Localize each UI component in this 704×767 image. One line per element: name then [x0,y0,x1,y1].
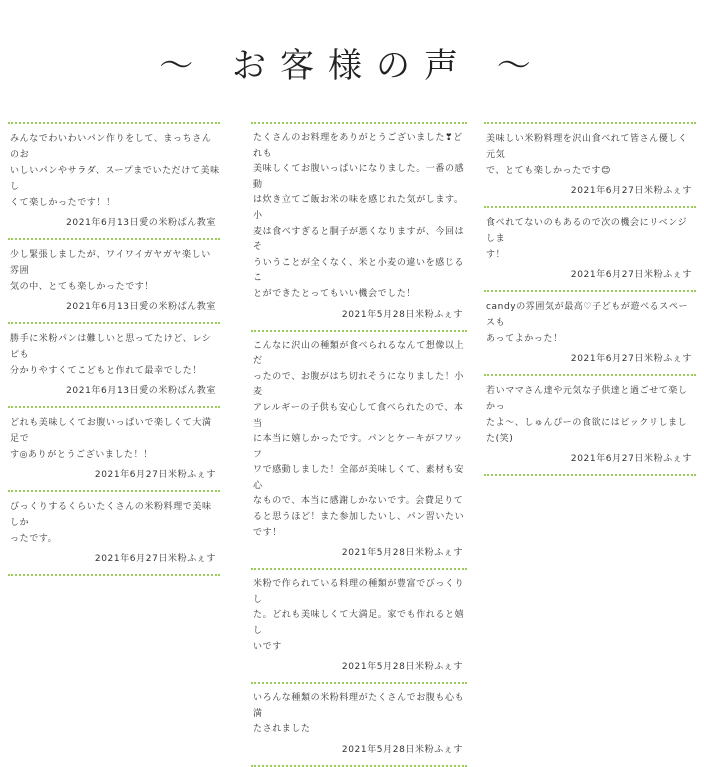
testimonial-entry [8,124,220,238]
testimonial-signature: 2021年6月27日米粉ふぇす [570,354,692,364]
testimonial-entry [251,332,467,569]
testimonial-text: 少し緊張しましたが、ワイワイガヤガヤ楽しい雰囲 気の中、とても楽しかったです！ [10,250,211,292]
testimonial-text: こんなに沢山の種類が食べられるなんて想像以上だ ったので、お腹がはち切れそうになりました！小麦 アレルギーの子供も安心して食べられたので、本当 に本当に嬉しかったです。パンとケーキがフワッフ ワで感動しました！全部が美味しくて、素材も安心 なもので、本当に感謝しかないです。会費足りて ると思うほど！また参加したいし、パン習いたい です！ [253,340,465,538]
testimonial-signature: 2021年5月28日米粉ふぇす [341,309,463,320]
testimonial-entry [8,408,220,490]
testimonial-text: いろんな種類の米粉料理がたくさんでお腹も心も満 たされました [253,693,465,735]
testimonial-text: candyの雰囲気が最高♡子どもが遊べるスペースも あってよかった！ [486,302,689,344]
testimonial-signature: 2021年6月13日愛の米粉ぱん教室 [66,218,216,228]
testimonial-signature: 2021年5月28日米粉ふぇす [341,662,463,673]
testimonial-entry [484,208,696,290]
testimonial-text: みんなでわいわいパン作りをして、まっちさんのお いしいパンやサラダ、スープまでいただけて美味し くて楽しかったです！！ [10,134,220,208]
testimonial-column-2 [251,122,467,767]
testimonial-entry [251,684,467,765]
testimonial-text: 美味しい米粉料理を沢山食べれて皆さん優しく元気 で、とても楽しかったです😊 [486,134,688,176]
testimonial-signature: 2021年6月27日米粉ふぇす [94,470,216,480]
testimonial-entry [484,124,696,206]
testimonial-text: 勝手に米粉パンは難しいと思ってたけど、レシピも 分かりやすくてこどもと作れて最幸でした！ [10,334,212,376]
testimonial-text: たくさんのお料理をありがとうございました❣どれも 美味しくてお腹いっぱいになりました。一番の感動 は炊き立てご飯お米の味を感じれた気がします。小 麦は食べすぎると胴子が悪くなりますが、今回はそ ういうことが全くなく、米と小麦の違いを感じるこ とができたとってもいい機会でした！ [253,133,465,299]
dotted-divider [484,474,696,476]
testimonial-signature: 2021年6月13日愛の米粉ぱん教室 [66,386,216,396]
testimonial-signature: 2021年6月27日米粉ふぇす [570,270,692,280]
testimonial-signature: 2021年5月28日米粉ふぇす [341,548,463,559]
testimonial-text: 食べれてないのもあるので次の機会にリベンジしま す！ [486,218,688,260]
testimonial-text: どれも美味しくてお腹いっぱいで楽しくて大満足で す◎ありがとうございました！！ [10,418,212,460]
testimonial-text: 若いママさん達や元気な子供達と過ごせて楽しかっ たよ〜、しゅんぴーの食欲にはビックリしました(笑) [486,386,688,444]
testimonial-column-1 [8,122,220,576]
testimonial-entry [8,492,220,574]
testimonial-signature: 2021年6月27日米粉ふぇす [570,454,692,464]
testimonial-entry [251,124,467,330]
testimonial-text: びっくりするくらいたくさんの米粉料理で美味しか ったです。 [10,502,212,544]
testimonial-entry [484,376,696,474]
testimonial-signature: 2021年6月27日米粉ふぇす [94,554,216,564]
testimonial-entry [8,324,220,406]
testimonial-signature: 2021年6月13日愛の米粉ぱん教室 [66,302,216,312]
testimonial-entry [251,570,467,682]
testimonial-signature: 2021年6月27日米粉ふぇす [570,186,692,196]
testimonial-signature: 2021年5月28日米粉ふぇす [341,745,463,755]
testimonial-column-3 [484,122,696,476]
testimonial-text: 米粉で作られている料理の種類が豊富でびっくりし た。どれも美味しくて大満足。家でも作れると嬉し いです [253,579,465,652]
testimonial-entry [8,240,220,322]
dotted-divider [8,574,220,576]
testimonial-entry [484,292,696,374]
page-title: 〜 お客様の声 〜 [159,46,545,86]
